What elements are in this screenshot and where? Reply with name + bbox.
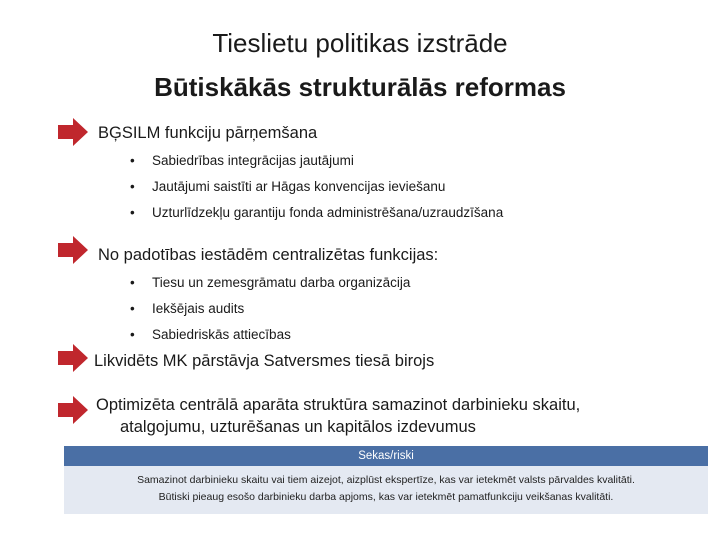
bullet-text: Sabiedriskās attiecības bbox=[152, 327, 291, 342]
risks-body bbox=[64, 466, 708, 514]
bullet-text: Sabiedrības integrācijas jautājumi bbox=[152, 153, 354, 168]
list-item: • Uzturlīdzekļu garantiju fonda administrēšana/uzraudzīšana bbox=[130, 205, 504, 220]
bullet-text: Jautājumi saistīti ar Hāgas konvencijas ieviešanu bbox=[152, 179, 446, 194]
red-arrow-icon bbox=[58, 118, 88, 146]
slide-title: Tieslietu politikas izstrāde bbox=[212, 28, 508, 58]
list-item: • Sabiedrības integrācijas jautājumi bbox=[130, 153, 354, 168]
list-item: • Jautājumi saistīti ar Hāgas konvencijas ieviešanu bbox=[130, 179, 446, 194]
bullet-list bbox=[130, 148, 503, 226]
point-text: No padotības iestādēm centralizētas funkcijas: bbox=[98, 246, 439, 264]
bullet-text: Uzturlīdzekļu garantiju fonda administrēšana/uzraudzīšana bbox=[152, 205, 504, 220]
list-item: • Iekšējais audits bbox=[130, 301, 245, 316]
bullet-list bbox=[130, 270, 410, 348]
risks-header: Sekas/riski bbox=[64, 446, 708, 466]
bullet-text: Tiesu un zemesgrāmatu darba organizācija bbox=[152, 275, 411, 290]
risk-line: Samazinot darbinieku skaitu vai tiem aizejot, aizplūst ekspertīze, kas var ietekmēt valsts pārvaldes kvalitāti. bbox=[137, 474, 635, 486]
point-text bbox=[96, 394, 580, 438]
risk-line: Būtiski pieaug esošo darbinieku darba apjoms, kas var ietekmēt pamatfunkciju veikšanas kvalitāti. bbox=[158, 491, 614, 503]
red-arrow-icon bbox=[58, 236, 88, 264]
red-arrow-icon bbox=[58, 396, 88, 424]
bullet-text: Iekšējais audits bbox=[152, 301, 245, 316]
point-text-line1: Optimizēta centrālā aparāta struktūra samazinot darbinieku skaitu, bbox=[96, 396, 581, 414]
point-text: BĢSILM funkciju pārņemšana bbox=[98, 124, 318, 142]
list-item: • Tiesu un zemesgrāmatu darba organizācija bbox=[130, 275, 411, 290]
red-arrow-icon bbox=[58, 344, 88, 372]
point-text: Likvidēts MK pārstāvja Satversmes tiesā birojs bbox=[94, 352, 435, 370]
slide-subtitle: Būtiskākās strukturālās reformas bbox=[154, 72, 566, 102]
point-text-line2: atalgojumu, uzturēšanas un kapitālos izdevumus bbox=[120, 418, 476, 436]
list-item: • Sabiedriskās attiecības bbox=[130, 327, 291, 342]
